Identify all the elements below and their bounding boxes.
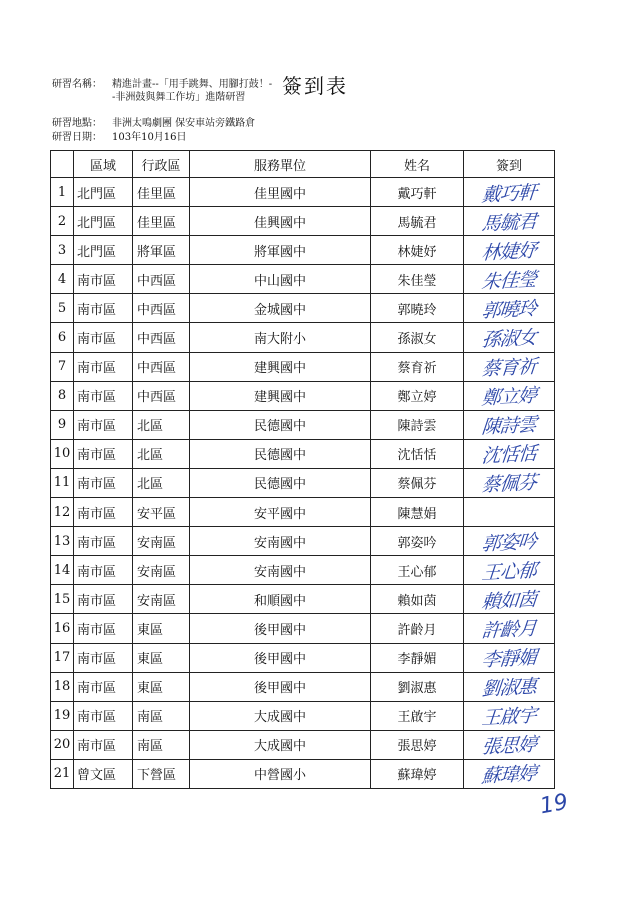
- table-row: [51, 265, 555, 294]
- signature-cell: [464, 381, 555, 410]
- unit-cell: 佳興國中: [190, 207, 371, 236]
- table-row: [51, 498, 555, 527]
- handwritten-signature: 朱佳瑩: [480, 268, 537, 294]
- course-date: [52, 131, 187, 144]
- district-cell: 南市區: [74, 585, 133, 614]
- unit-cell: 安平國中: [190, 498, 371, 527]
- header-name: 姓名: [371, 151, 464, 178]
- handwritten-signature: 沈恬恬: [480, 442, 537, 468]
- name-cell: 陳詩雲: [371, 410, 464, 439]
- signature-cell: [464, 439, 555, 468]
- unit-cell: 後甲國中: [190, 614, 371, 643]
- row-number: 17: [51, 643, 74, 672]
- signature-cell: [464, 265, 555, 294]
- admin-district-cell: 中西區: [133, 323, 190, 352]
- row-number: 2: [51, 207, 74, 236]
- row-number: 10: [51, 439, 74, 468]
- handwritten-signature: 鄭立婷: [480, 384, 537, 410]
- header-index: [51, 151, 74, 178]
- handwritten-signature: 許齡月: [480, 617, 537, 643]
- admin-district-cell: 中西區: [133, 381, 190, 410]
- header-admin-district: 行政區: [133, 151, 190, 178]
- admin-district-cell: 南區: [133, 730, 190, 759]
- header-unit: 服務單位: [190, 151, 371, 178]
- row-number: 15: [51, 585, 74, 614]
- table-row: [51, 207, 555, 236]
- district-cell: 南市區: [74, 381, 133, 410]
- district-cell: 南市區: [74, 294, 133, 323]
- table-row: [51, 178, 555, 207]
- unit-cell: 民德國中: [190, 439, 371, 468]
- admin-district-cell: 將軍區: [133, 236, 190, 265]
- unit-cell: 建興國中: [190, 352, 371, 381]
- row-number: 7: [51, 352, 74, 381]
- admin-district-cell: 安平區: [133, 498, 190, 527]
- name-cell: 張思婷: [371, 730, 464, 759]
- admin-district-cell: 北區: [133, 468, 190, 497]
- admin-district-cell: 安南區: [133, 556, 190, 585]
- table-row: [51, 352, 555, 381]
- unit-cell: 安南國中: [190, 527, 371, 556]
- row-number: 18: [51, 672, 74, 701]
- name-cell: 沈恬恬: [371, 439, 464, 468]
- admin-district-cell: 下營區: [133, 759, 190, 788]
- unit-cell: 和順國中: [190, 585, 371, 614]
- handwritten-signature: 張思婷: [480, 733, 537, 759]
- handwritten-signature: 李靜媚: [480, 646, 537, 672]
- row-number: 4: [51, 265, 74, 294]
- course-place-value: 非洲太鳴劇團 保安車站旁鐵路倉: [112, 118, 256, 129]
- page-title: 簽到表: [282, 74, 348, 98]
- unit-cell: 大成國中: [190, 730, 371, 759]
- district-cell: 北門區: [74, 236, 133, 265]
- page-number-mark: 19: [538, 789, 570, 820]
- header-district: 區域: [74, 151, 133, 178]
- table-row: [51, 527, 555, 556]
- admin-district-cell: 東區: [133, 672, 190, 701]
- name-cell: 劉淑惠: [371, 672, 464, 701]
- name-cell: 郭姿吟: [371, 527, 464, 556]
- district-cell: 南市區: [74, 352, 133, 381]
- district-cell: 南市區: [74, 556, 133, 585]
- district-cell: 曾文區: [74, 759, 133, 788]
- table-row: [51, 556, 555, 585]
- name-cell: 朱佳瑩: [371, 265, 464, 294]
- course-date-value: 103年10月16日: [112, 132, 187, 143]
- handwritten-signature: 馬毓君: [480, 210, 537, 236]
- signature-cell: [464, 556, 555, 585]
- signature-cell: [464, 468, 555, 497]
- row-number: 6: [51, 323, 74, 352]
- course-name-label: 研習名稱：: [52, 79, 102, 90]
- district-cell: 南市區: [74, 323, 133, 352]
- handwritten-signature: 林婕妤: [480, 239, 537, 265]
- handwritten-signature: 蘇瑋婷: [480, 763, 537, 788]
- row-number: 11: [51, 468, 74, 497]
- admin-district-cell: 安南區: [133, 527, 190, 556]
- row-number: 5: [51, 294, 74, 323]
- handwritten-signature: 賴如茵: [480, 588, 537, 614]
- name-cell: 賴如茵: [371, 585, 464, 614]
- course-place: [52, 117, 255, 130]
- name-cell: 郭曉玲: [371, 294, 464, 323]
- admin-district-cell: 安南區: [133, 585, 190, 614]
- signature-cell: [464, 236, 555, 265]
- admin-district-cell: 東區: [133, 614, 190, 643]
- unit-cell: 中營國小: [190, 759, 371, 788]
- handwritten-signature: 陳詩雲: [480, 413, 537, 439]
- signature-cell: [464, 294, 555, 323]
- table-row: [51, 381, 555, 410]
- district-cell: 南市區: [74, 439, 133, 468]
- signature-cell: [464, 759, 555, 788]
- table-row: [51, 236, 555, 265]
- name-cell: 王心郁: [371, 556, 464, 585]
- table-row: [51, 439, 555, 468]
- table-row: [51, 294, 555, 323]
- admin-district-cell: 中西區: [133, 265, 190, 294]
- district-cell: 南市區: [74, 265, 133, 294]
- handwritten-signature: 蔡育祈: [480, 355, 537, 381]
- table-row: [51, 614, 555, 643]
- row-number: 13: [51, 527, 74, 556]
- unit-cell: 將軍國中: [190, 236, 371, 265]
- name-cell: 孫淑女: [371, 323, 464, 352]
- unit-cell: 大成國中: [190, 701, 371, 730]
- signature-cell: [464, 527, 555, 556]
- unit-cell: 金城國中: [190, 294, 371, 323]
- admin-district-cell: 南區: [133, 701, 190, 730]
- name-cell: 林婕妤: [371, 236, 464, 265]
- unit-cell: 民德國中: [190, 468, 371, 497]
- name-cell: 李靜媚: [371, 643, 464, 672]
- admin-district-cell: 中西區: [133, 294, 190, 323]
- district-cell: 南市區: [74, 527, 133, 556]
- signature-cell: [464, 730, 555, 759]
- district-cell: 南市區: [74, 468, 133, 497]
- table-row: [51, 468, 555, 497]
- signature-cell: [464, 323, 555, 352]
- table-row: [51, 410, 555, 439]
- admin-district-cell: 東區: [133, 643, 190, 672]
- row-number: 14: [51, 556, 74, 585]
- handwritten-signature: 郭姿吟: [480, 530, 537, 556]
- district-cell: 北門區: [74, 178, 133, 207]
- handwritten-signature: 郭曉玲: [480, 297, 537, 323]
- table-header-row: [51, 151, 555, 178]
- signature-cell: [464, 643, 555, 672]
- row-number: 9: [51, 410, 74, 439]
- row-number: 16: [51, 614, 74, 643]
- signin-table: [50, 150, 555, 789]
- signature-cell: [464, 701, 555, 730]
- handwritten-signature: 劉淑惠: [480, 675, 537, 701]
- name-cell: 蘇瑋婷: [371, 759, 464, 788]
- signature-cell: [464, 585, 555, 614]
- table-row: [51, 585, 555, 614]
- row-number: 21: [51, 759, 74, 788]
- handwritten-signature: 王啟宇: [480, 704, 537, 730]
- name-cell: 陳慧娟: [371, 498, 464, 527]
- district-cell: 南市區: [74, 498, 133, 527]
- name-cell: 鄭立婷: [371, 381, 464, 410]
- unit-cell: 佳里國中: [190, 178, 371, 207]
- header-signature: 簽到: [464, 151, 555, 178]
- handwritten-signature: 蔡佩芬: [480, 472, 537, 497]
- table-row: [51, 730, 555, 759]
- unit-cell: 建興國中: [190, 381, 371, 410]
- district-cell: 南市區: [74, 701, 133, 730]
- name-cell: 馬毓君: [371, 207, 464, 236]
- district-cell: 南市區: [74, 672, 133, 701]
- district-cell: 北門區: [74, 207, 133, 236]
- table-row: [51, 643, 555, 672]
- unit-cell: 後甲國中: [190, 672, 371, 701]
- row-number: 12: [51, 498, 74, 527]
- admin-district-cell: 中西區: [133, 352, 190, 381]
- district-cell: 南市區: [74, 614, 133, 643]
- row-number: 8: [51, 381, 74, 410]
- signature-cell: [464, 352, 555, 381]
- district-cell: 南市區: [74, 410, 133, 439]
- row-number: 20: [51, 730, 74, 759]
- row-number: 1: [51, 178, 74, 207]
- unit-cell: 南大附小: [190, 323, 371, 352]
- district-cell: 南市區: [74, 730, 133, 759]
- table-row: [51, 672, 555, 701]
- admin-district-cell: 北區: [133, 410, 190, 439]
- signature-cell: [464, 498, 555, 527]
- name-cell: 蔡佩芬: [371, 468, 464, 497]
- row-number: 3: [51, 236, 74, 265]
- signature-cell: [464, 410, 555, 439]
- unit-cell: 安南國中: [190, 556, 371, 585]
- course-place-label: 研習地點：: [52, 118, 102, 129]
- table-row: [51, 323, 555, 352]
- unit-cell: 後甲國中: [190, 643, 371, 672]
- unit-cell: 民德國中: [190, 410, 371, 439]
- handwritten-signature: 孫淑女: [480, 326, 537, 352]
- name-cell: 王啟宇: [371, 701, 464, 730]
- table-row: [51, 701, 555, 730]
- course-name: [52, 78, 274, 104]
- signature-cell: [464, 178, 555, 207]
- table-row: [51, 759, 555, 788]
- admin-district-cell: 佳里區: [133, 207, 190, 236]
- handwritten-signature: 王心郁: [480, 559, 537, 585]
- unit-cell: 中山國中: [190, 265, 371, 294]
- course-name-value: 精進計畫--「用手跳舞、用腳打鼓！--非洲鼓與舞工作坊」進階研習: [112, 79, 273, 103]
- signature-cell: [464, 614, 555, 643]
- course-date-label: 研習日期：: [52, 132, 102, 143]
- signature-cell: [464, 672, 555, 701]
- handwritten-signature: 戴巧軒: [480, 181, 537, 206]
- row-number: 19: [51, 701, 74, 730]
- admin-district-cell: 北區: [133, 439, 190, 468]
- district-cell: 南市區: [74, 643, 133, 672]
- signature-cell: [464, 207, 555, 236]
- admin-district-cell: 佳里區: [133, 178, 190, 207]
- name-cell: 許齡月: [371, 614, 464, 643]
- name-cell: 戴巧軒: [371, 178, 464, 207]
- name-cell: 蔡育祈: [371, 352, 464, 381]
